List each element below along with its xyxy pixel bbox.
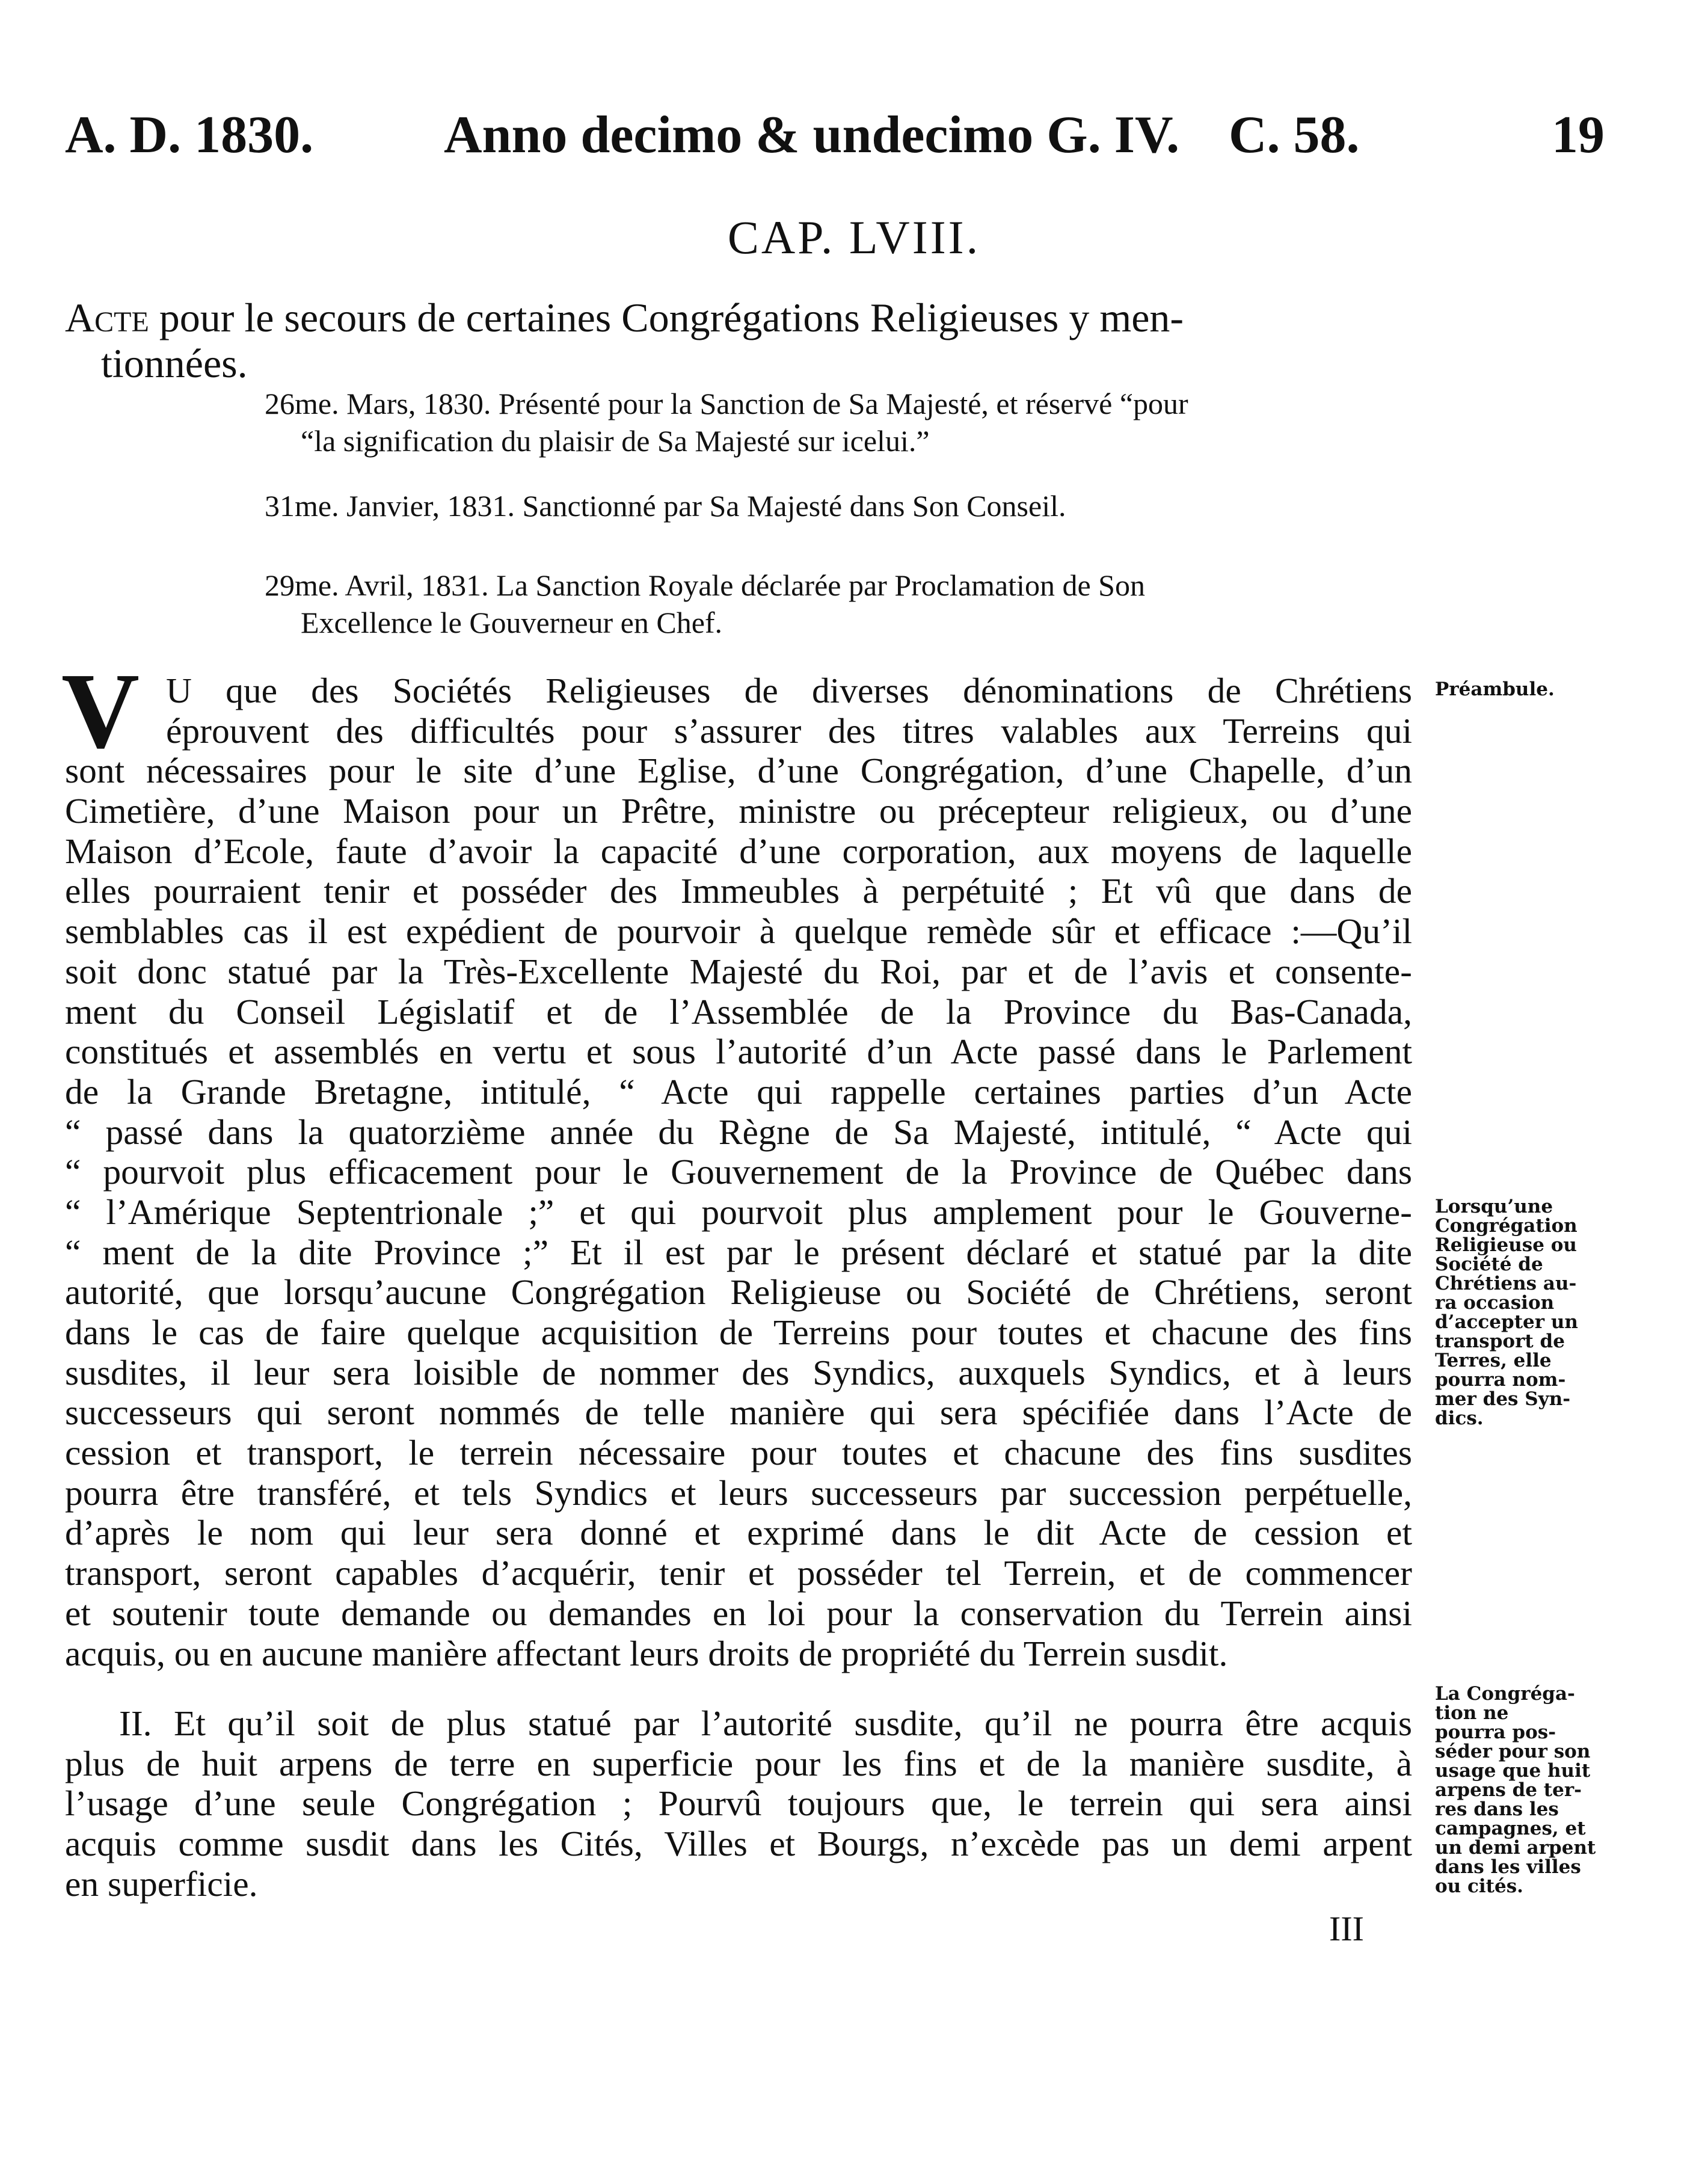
margin-note-preamble: Préambule. (1435, 678, 1555, 700)
margin-note-line: Terres, elle (1435, 1350, 1552, 1371)
note-proclamation (265, 567, 1419, 641)
margin-note-line: mer des Syn- (1435, 1388, 1571, 1410)
body-line: elles pourraient tenir et posséder des Immeubles à perpétuité ; Et vû que dans de (65, 871, 1412, 911)
margin-note-line: Religieuse ou (1435, 1234, 1577, 1256)
drop-cap: V (61, 651, 140, 771)
section-1 (61, 651, 1412, 1673)
body-line: acquis comme susdit dans les Cités, Villes et Bourgs, n’excède pas un demi arpent (65, 1824, 1412, 1864)
body-line: d’après le nom qui leur sera donné et exprimé dans le dit Acte de cession et (65, 1513, 1412, 1553)
body-line: en superficie. (65, 1863, 258, 1904)
body-line: constitués et assemblés en vertu et sous l’autorité d’un Acte passé dans le Parlement (65, 1032, 1412, 1072)
body-line: plus de huit arpens de terre en superficie pour les fins et de la manière susdite, à (65, 1743, 1412, 1783)
margin-note-line: dans les villes (1435, 1856, 1581, 1878)
body-line: cession et transport, le terrein nécessaire pour toutes et chacune des fins susdites (65, 1433, 1412, 1473)
margin-note-line: res dans les (1435, 1798, 1559, 1820)
margin-note-line: séder pour son (1435, 1741, 1591, 1762)
margin-note-line: Congrégation (1435, 1215, 1577, 1237)
act-title-smallcaps: Acte (65, 295, 149, 340)
header-chapter: C. 58. (1229, 106, 1360, 164)
body-line: Cimetière, d’une Maison pour un Prêtre, ministre ou précepteur religieux, ou d’une (65, 791, 1412, 831)
body-line: II. Et qu’il soit de plus statué par l’autorité susdite, qu’il ne pourra être acquis (119, 1703, 1412, 1743)
margin-note-line: un demi arpent (1435, 1837, 1596, 1859)
body-line: “ ment de la dite Province ;” Et il est par le présent déclaré et statué par la dite (65, 1232, 1412, 1272)
catchword: III (1329, 1909, 1364, 1948)
body-line: pourra être transféré, et tels Syndics et leurs successeurs par succession perpétuelle, (65, 1472, 1412, 1513)
margin-note-line: Chrétiens au- (1435, 1273, 1577, 1294)
margin-note-line: pourra pos- (1435, 1721, 1556, 1743)
note-sanction-text: 31me. Janvier, 1831. Sanctionné par Sa Majesté dans Son Conseil. (265, 489, 1066, 523)
act-title (65, 295, 1412, 386)
margin-note-line: dics. (1435, 1407, 1484, 1429)
margin-note-line: Lorsqu’une (1435, 1196, 1553, 1217)
header-year: A. D. 1830. (65, 106, 314, 164)
body-line: “ pourvoit plus efficacement pour le Gouvernement de la Province de Québec dans (65, 1152, 1412, 1192)
body-line: autorité, que lorsqu’aucune Congrégation Religieuse ou Société de Chrétiens, seront (65, 1272, 1412, 1312)
act-title-line2: tionnées. (101, 340, 248, 386)
body-line: soit donc statué par la Très-Excellente Majesté du Roi, par et de l’avis et consente- (65, 951, 1412, 991)
note-proclamation-line1: 29me. Avril, 1831. La Sanction Royale déclarée par Proclamation de Son (265, 568, 1145, 602)
note-reserve-line2: “la signification du plaisir de Sa Majesté sur icelui.” (301, 424, 930, 458)
body-line: transport, seront capables d’acquérir, tenir et posséder tel Terrein, et de commencer (65, 1553, 1412, 1593)
body-line: “ l’Amérique Septentrionale ;” et qui pourvoit plus amplement pour le Gouverne- (65, 1192, 1412, 1232)
margin-note-line: La Congréga- (1435, 1683, 1575, 1705)
body-line: semblables cas il est expédient de pourvoir à quelque remède sûr et efficace :—Qu’il (65, 911, 1412, 952)
body-line: acquis, ou en aucune manière affectant leurs droits de propriété du Terrein susdit. (65, 1633, 1228, 1673)
margin-note-line: tion ne (1435, 1702, 1509, 1724)
running-header (65, 102, 1605, 168)
note-sanction (265, 487, 1419, 524)
body-line: Maison d’Ecole, faute d’avoir la capacité d’une corporation, aux moyens de laquelle (65, 831, 1412, 871)
margin-note-line: ra occasion (1435, 1292, 1555, 1314)
margin-note-line: transport de (1435, 1330, 1565, 1352)
body-line: successeurs qui seront nommés de telle manière qui sera spécifiée dans l’Acte de (65, 1392, 1412, 1433)
body-line: ment du Conseil Législatif et de l’Assemblée de la Province du Bas-Canada, (65, 991, 1412, 1032)
page-number: 19 (1552, 106, 1605, 164)
margin-note-line: campagnes, et (1435, 1818, 1586, 1839)
body-line: éprouvent des difficultés pour s’assurer des titres valables aux Terreins qui (166, 710, 1412, 751)
chapter-heading: CAP. LVIII. (727, 211, 981, 263)
act-title-line1: pour le secours de certaines Congrégations Religieuses y men- (159, 295, 1184, 340)
margin-note-line: usage que huit (1435, 1760, 1591, 1782)
section-2 (65, 1703, 1412, 1904)
margin-note-line: ou cités. (1435, 1875, 1523, 1897)
body-line: U que des Sociétés Religieuses de diverses dénominations de Chrétiens (166, 671, 1412, 710)
margin-note-line: arpens de ter- (1435, 1779, 1582, 1801)
margin-note-line: pourra nom- (1435, 1369, 1566, 1391)
margin-note-line: Société de (1435, 1253, 1543, 1275)
body-line: “ passé dans la quatorzième année du Règne de Sa Majesté, intitulé, “ Acte qui (65, 1112, 1412, 1152)
margin-note-line: d’accepter un (1435, 1311, 1578, 1333)
body-line: sont nécessaires pour le site d’une Eglise, d’une Congrégation, d’une Chapelle, d’un (65, 751, 1412, 791)
margin-note-syndics (1435, 1197, 1615, 1428)
margin-note-arpens (1435, 1684, 1615, 1896)
body-line: de la Grande Bretagne, intitulé, “ Acte qui rappelle certaines parties d’un Acte (65, 1071, 1412, 1112)
note-reserve-line1: 26me. Mars, 1830. Présenté pour la Sanction de Sa Majesté, et réservé “pour (265, 387, 1188, 420)
header-title: Anno decimo & undecimo G. IV. (444, 106, 1180, 164)
body-line: dans le cas de faire quelque acquisition de Terreins pour toutes et chacune des fins (65, 1312, 1412, 1352)
note-proclamation-line2: Excellence le Gouverneur en Chef. (301, 606, 723, 639)
note-reserve (265, 385, 1419, 460)
body-line: susdites, il leur sera loisible de nommer des Syndics, auxquels Syndics, et à leurs (65, 1352, 1412, 1392)
body-line: l’usage d’une seule Congrégation ; Pourvû toujours que, le terrein qui sera ainsi (65, 1783, 1412, 1824)
body-line: et soutenir toute demande ou demandes en loi pour la conservation du Terrein ainsi (65, 1593, 1412, 1633)
